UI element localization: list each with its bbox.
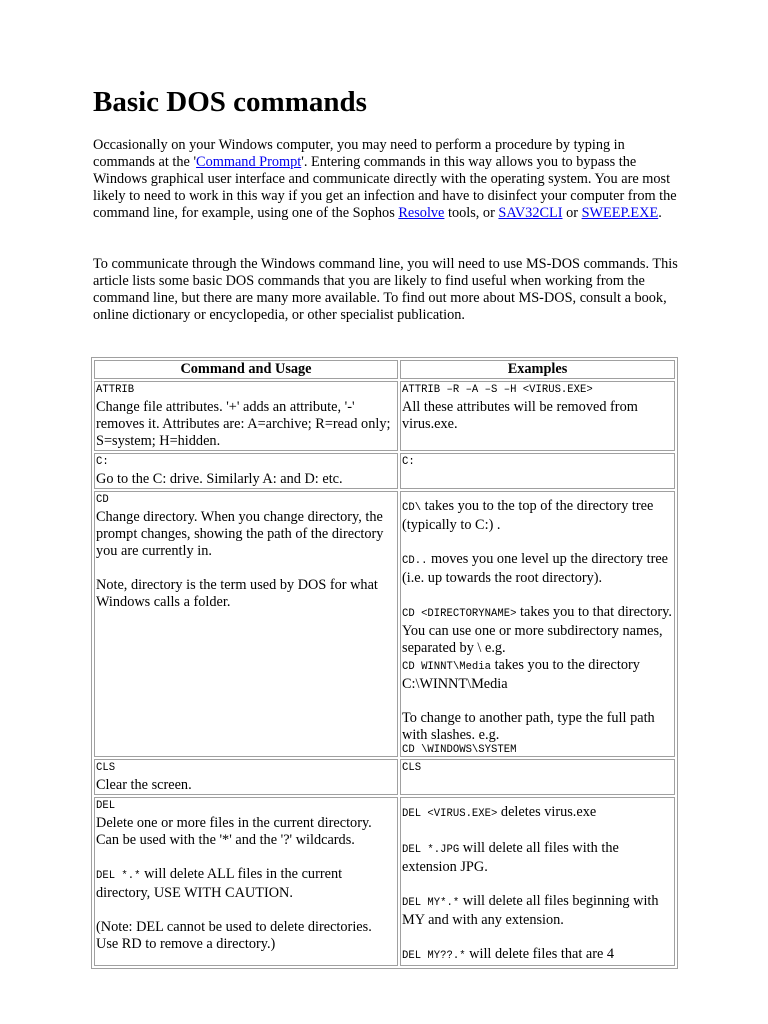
example-cell: [400, 797, 675, 966]
example-text: takes you to that directory. You can use one or more subdirectory names, separated by \ e.g.: [402, 604, 672, 656]
sav32cli-link[interactable]: SAV32CLI: [498, 205, 563, 221]
example-text: All these attributes will be removed from virus.exe.: [402, 399, 638, 432]
usage-cell: [94, 453, 398, 489]
command-name: CLS: [96, 762, 116, 774]
spacer: [402, 693, 673, 710]
table-row: [94, 759, 675, 795]
header-examples: Examples: [400, 360, 675, 379]
usage-text: Change file attributes. '+' adds an attribute, '-' removes it. Attributes are: A=archive; R=read only; S=system; H=hidden.: [96, 399, 391, 449]
usage-cell: [94, 491, 398, 757]
usage-note: (Note: DEL cannot be used to delete directories. Use RD to remove a directory.): [96, 919, 372, 952]
example-code: DEL *.JPG: [402, 844, 460, 856]
example-cell: [400, 759, 675, 795]
table-row: [94, 381, 675, 451]
command-name: DEL: [96, 800, 116, 812]
example-item: [402, 551, 673, 587]
command-name: CD: [96, 494, 109, 506]
example-item: [402, 657, 673, 693]
example-item: [402, 840, 673, 876]
usage-text: Change directory. When you change directory, the prompt changes, showing the path of the directory you are currently in.: [96, 509, 384, 559]
example-code: CD WINNT\Media: [402, 661, 492, 673]
usage-text: will delete ALL files in the current directory, USE WITH CAUTION.: [96, 866, 343, 901]
spacer: [96, 849, 396, 866]
usage-cell: [94, 759, 398, 795]
example-text: moves you one level up the directory tree (i.e. up towards the root directory).: [402, 551, 669, 586]
spacer: [402, 929, 673, 946]
example-text: To change to another path, type the full path with slashes. e.g.: [402, 710, 655, 743]
page-title: Basic DOS commands: [93, 86, 367, 118]
example-text: takes you to the directory C:\WINNT\Media: [402, 657, 640, 692]
intro1-text-1: Occasionally on your Windows computer, you may need to perform a procedure by typing in commands at the ': [93, 137, 625, 170]
table-row: [94, 491, 675, 757]
sweep-exe-link[interactable]: SWEEP.EXE: [581, 205, 659, 221]
intro1-text-4: or: [562, 205, 582, 221]
table-row: [94, 797, 675, 966]
intro-paragraph-2: To communicate through the Windows command line, you will need to use MS-DOS commands. This article lists some basic DOS commands that you are likely to find useful when working from the command line, but there are many more available. To find out more about MS-DOS, consult a book, online dictionary or encyclopedia, or other specialist publication.: [93, 256, 678, 323]
commands-table: [91, 357, 678, 969]
usage-cell: [94, 797, 398, 966]
spacer: [402, 587, 673, 604]
example-text: will delete all files with the extension JPG.: [402, 840, 619, 875]
intro1-text-3: tools, or: [444, 205, 499, 221]
example-code: ATTRIB –R –A –S –H <VIRUS.EXE>: [402, 384, 593, 396]
intro-paragraph-1: [93, 137, 683, 222]
command-prompt-link[interactable]: Command Prompt: [196, 154, 302, 170]
example-item: [402, 604, 673, 657]
example-code: DEL MY??.*: [402, 950, 466, 962]
example-cell: [400, 453, 675, 489]
example-code: CLS: [402, 762, 422, 774]
example-item: [402, 893, 673, 929]
header-command-and-usage: Command and Usage: [94, 360, 398, 379]
spacer: [96, 902, 396, 919]
example-code: CD \WINDOWS\SYSTEM: [402, 744, 517, 756]
spacer: [402, 534, 673, 551]
example-text: will delete files that are 4: [465, 946, 615, 962]
usage-text: Delete one or more files in the current directory. Can be used with the '*' and the '?' wildcards.: [96, 815, 372, 848]
example-code: CD <DIRECTORYNAME>: [402, 608, 517, 620]
usage-item: [96, 866, 396, 902]
table-row: [94, 453, 675, 489]
example-cell: [400, 491, 675, 757]
example-code: CD\: [402, 502, 422, 514]
example-item: [402, 946, 673, 965]
spacer: [402, 823, 673, 840]
example-item: [402, 498, 673, 534]
example-code: C:: [402, 456, 415, 468]
example-text: deletes virus.exe: [497, 804, 597, 820]
usage-code: DEL *.*: [96, 870, 141, 882]
example-code: CD..: [402, 555, 428, 567]
table-header-row: [94, 360, 675, 379]
usage-text: Clear the screen.: [96, 777, 192, 793]
example-text: will delete all files beginning with MY and with any extension.: [402, 893, 659, 928]
spacer: [96, 560, 396, 577]
example-code: DEL MY*.*: [402, 897, 460, 909]
usage-text: Go to the C: drive. Similarly A: and D: etc.: [96, 471, 343, 487]
example-code: DEL <VIRUS.EXE>: [402, 808, 498, 820]
intro1-text-2: '. Entering commands in this way allows you to bypass the Windows graphical user interface and communicate directly with the operating system. You are most likely to need to work in this way if you get an infection and have to disinfect your computer from the command line, for example, using one of the Sophos: [93, 154, 677, 221]
command-name: ATTRIB: [96, 384, 135, 396]
resolve-link[interactable]: Resolve: [398, 205, 445, 221]
example-cell: [400, 381, 675, 451]
usage-cell: [94, 381, 398, 451]
usage-note: Note, directory is the term used by DOS for what Windows calls a folder.: [96, 577, 378, 610]
intro1-text-5: .: [658, 205, 662, 221]
command-name: C:: [96, 456, 109, 468]
example-text: takes you to the top of the directory tree (typically to C:) .: [402, 498, 654, 533]
spacer: [402, 876, 673, 893]
example-item: [402, 804, 673, 823]
